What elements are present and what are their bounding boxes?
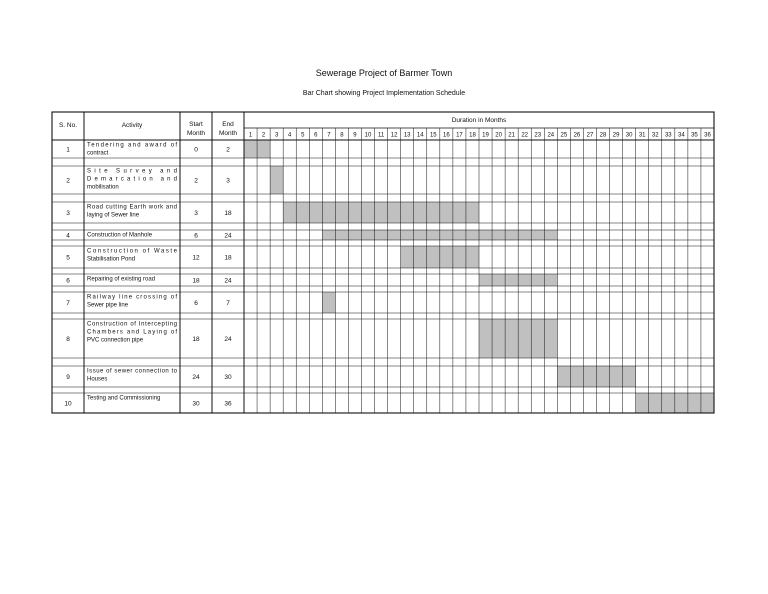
bar-row-2	[270, 166, 283, 194]
row-6-end: 24	[224, 277, 232, 285]
month-label-31: 31	[638, 132, 646, 139]
month-label-8: 8	[340, 132, 344, 139]
month-label-21: 21	[508, 132, 515, 139]
chart-subtitle: Bar Chart showing Project Implementation Schedule	[302, 90, 466, 97]
row-3-sno: 3	[66, 209, 70, 217]
month-label-19: 19	[482, 132, 489, 139]
month-label-6: 6	[314, 132, 318, 139]
row-1-sno: 1	[66, 146, 70, 154]
chart-title: Sewerage Project of Barmer Town	[315, 68, 453, 78]
header-activity: Activity	[121, 122, 143, 129]
row-2-activity-line: Demarcation and	[87, 176, 177, 183]
row-6-activity-line: Repairing of existing road	[87, 276, 156, 283]
row-8-start: 18	[192, 335, 200, 343]
month-label-27: 27	[586, 132, 594, 139]
month-label-17: 17	[456, 132, 463, 139]
row-4-sno: 4	[66, 232, 70, 240]
row-4-end: 24	[224, 232, 232, 240]
row-3-end: 18	[224, 209, 232, 217]
row-6-start: 18	[192, 277, 200, 285]
month-label-25: 25	[560, 132, 568, 139]
row-3-activity-line: laying of Sewer line	[87, 212, 140, 219]
row-1-activity-line: contract	[87, 150, 109, 157]
row-3-activity-line: Road cutting Earth work and	[87, 204, 177, 211]
month-label-2: 2	[261, 132, 266, 139]
row-9-start: 24	[192, 373, 200, 381]
row-8-activity-line: PVC connection pipe	[87, 337, 144, 344]
month-label-16: 16	[443, 132, 450, 139]
month-label-4: 4	[288, 132, 292, 139]
row-8-activity-line: Chambers and Laying of	[87, 329, 177, 336]
row-7-end: 7	[226, 299, 230, 307]
row-9-sno: 9	[66, 373, 70, 381]
header-sno: S. No.	[58, 122, 78, 129]
row-7-activity-line: Railway line crossing of	[87, 294, 177, 301]
month-label-12: 12	[390, 132, 398, 139]
row-8-sno: 8	[66, 335, 70, 343]
header-end-2: Month	[218, 130, 238, 137]
row-3-start: 3	[194, 209, 198, 217]
row-1-activity-line: Tendering and award of	[87, 142, 177, 149]
month-label-34: 34	[678, 132, 685, 139]
month-label-15: 15	[429, 132, 437, 139]
row-2-activity-line: Site Survey and	[87, 168, 177, 175]
month-label-23: 23	[534, 132, 542, 139]
month-label-29: 29	[612, 132, 620, 139]
row-5-activity-line: Construction of Waste	[87, 248, 177, 255]
row-2-end: 3	[226, 177, 230, 185]
row-4-activity-line: Construction of Manhole	[87, 232, 153, 239]
month-label-14: 14	[416, 132, 424, 139]
row-5-end: 18	[224, 254, 232, 262]
month-label-32: 32	[651, 132, 659, 139]
row-8-end: 24	[224, 335, 232, 343]
row-7-activity-line: Sewer pipe line	[87, 302, 129, 309]
month-label-35: 35	[691, 132, 698, 139]
month-label-26: 26	[573, 132, 581, 139]
header-start-2: Month	[186, 130, 206, 137]
month-label-5: 5	[301, 132, 305, 139]
row-4-start: 6	[194, 232, 198, 240]
row-10-start: 30	[192, 400, 200, 408]
row-9-activity-line: Houses	[87, 376, 108, 383]
row-7-sno: 7	[66, 299, 70, 307]
month-label-20: 20	[495, 132, 502, 139]
month-label-9: 9	[353, 132, 357, 139]
row-2-sno: 2	[66, 177, 70, 185]
month-label-1: 1	[248, 132, 253, 139]
row-5-start: 12	[192, 254, 200, 262]
bar-row-7	[322, 292, 335, 313]
month-label-33: 33	[664, 132, 672, 139]
row-9-end: 30	[224, 373, 232, 381]
month-label-24: 24	[547, 132, 555, 139]
header-duration: Duration in Months	[451, 117, 507, 124]
month-label-28: 28	[599, 132, 607, 139]
header-end-1: End	[222, 121, 234, 128]
row-9-activity-line: Issue of sewer connection to	[87, 368, 177, 375]
row-5-activity-line: Stabilisation Pond	[87, 256, 136, 263]
bar-row-3	[283, 202, 479, 223]
row-5-sno: 5	[66, 254, 70, 262]
month-label-36: 36	[704, 132, 711, 139]
month-label-22: 22	[521, 132, 529, 139]
month-label-13: 13	[403, 132, 411, 139]
header-start-1: Start	[189, 121, 203, 128]
month-label-11: 11	[377, 132, 385, 139]
row-1-start: 0	[194, 146, 198, 154]
month-label-3: 3	[274, 132, 279, 139]
month-label-7: 7	[327, 132, 331, 139]
row-10-sno: 10	[64, 400, 72, 408]
month-label-30: 30	[625, 132, 633, 139]
month-label-18: 18	[469, 132, 476, 139]
row-1-end: 2	[226, 146, 230, 154]
month-label-10: 10	[364, 132, 372, 139]
row-6-sno: 6	[66, 277, 70, 285]
row-7-start: 6	[194, 299, 198, 307]
row-8-activity-line: Construction of Intercepting	[87, 321, 177, 328]
row-10-end: 36	[224, 400, 232, 408]
row-2-activity-line: mobilisation	[87, 184, 119, 191]
row-2-start: 2	[194, 177, 198, 185]
row-10-activity-line: Testing and Commissioning	[87, 395, 161, 402]
